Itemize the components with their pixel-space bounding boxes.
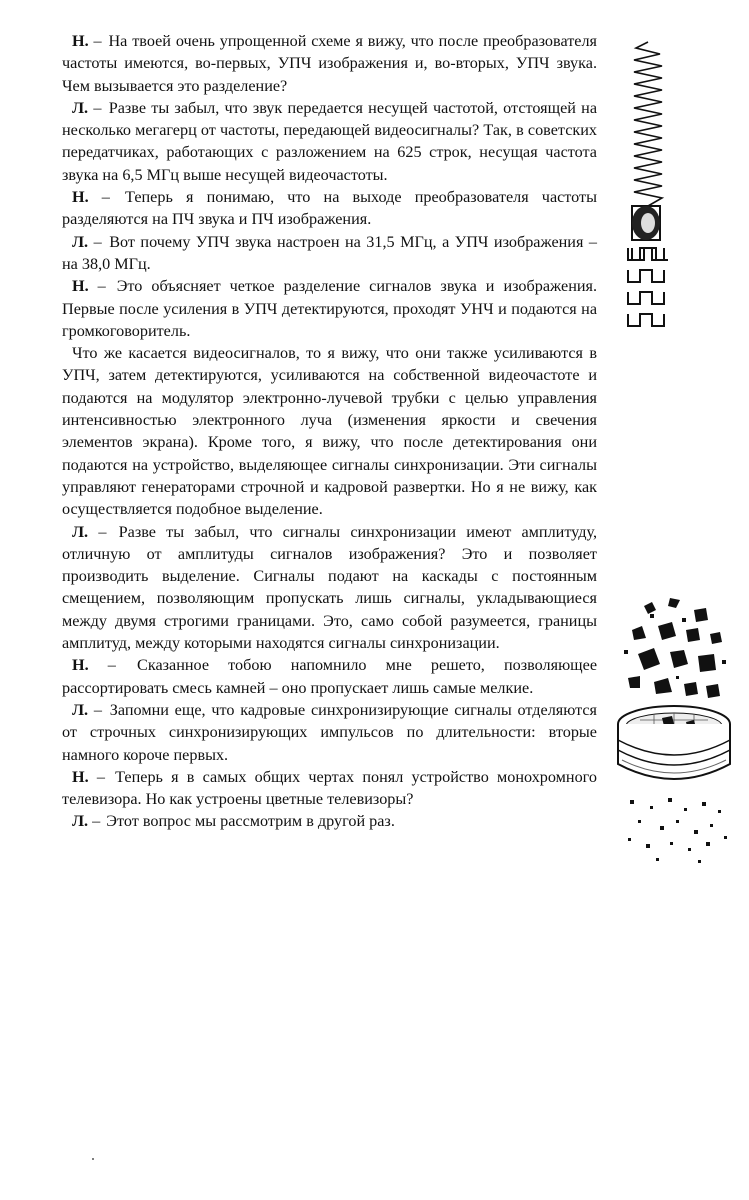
- speaker-label: Н.: [72, 767, 89, 786]
- paragraph-text: Теперь я в самых общих чертах понял устройство монохромного телевизора. Но как устроены цветные телевизоры?: [62, 767, 597, 809]
- paragraph-5: Н. – Это объясняет четкое разделение сигналов звука и изображения. Первые после усиления в УПЧ детектируются, проходят УНЧ и подаются на громкоговоритель.: [62, 277, 598, 340]
- speaker-label: Н.: [72, 188, 89, 207]
- paragraph-text: Сказанное тобою напомнило мне решето, позволяющее рассортировать смесь камней – оно пропускает лишь самые мелкие.: [62, 656, 598, 697]
- speaker-label: Л.: [72, 700, 89, 719]
- coil-waveform-illustration: [618, 34, 678, 334]
- print-speck: [92, 1158, 94, 1160]
- paragraph-text: Теперь я понимаю, что на выходе преобразователя частоты разделяются на ПЧ звука и ПЧ изображения.: [62, 188, 598, 229]
- paragraph-11: Л. – Этот вопрос мы рассмотрим в другой раз.: [72, 812, 395, 831]
- paragraph-text: Разве ты забыл, что сигналы синхронизации имеют амплитуду, отличную от амплитуды сигналов изображения? Это и позволяет производить выделение. Сигналы подают на каскады с постоянным смещением, позволяющим пропускать лишь сигналы, укладывающиеся между двумя строгими границами. Это, само собой разумеется, границы амплитуд, между которыми находятся сигналы синхронизации.: [62, 522, 598, 653]
- paragraph-9: Л. – Запомни еще, что кадровые синхронизирующие сигналы отделяются от строчных синхронизирующих импульсов по длительности: вторые намного короче первых.: [62, 700, 598, 764]
- paragraph-text: Вот почему УПЧ звука настроен на 31,5 МГц, а УПЧ изображения – на 38,0 МГц.: [62, 232, 597, 273]
- dialogue-text: [62, 30, 597, 833]
- paragraph-4: Л. – Вот почему УПЧ звука настроен на 31,5 МГц, а УПЧ изображения – на 38,0 МГц.: [62, 232, 597, 273]
- paragraph-2: Л. – Разве ты забыл, что звук передается несущей частотой, отстоящей на несколько мегагерц от частоты, передающей видеосигналы? Так, в советских передатчиках, работающих с разложением на 625 строк, несущая частота звука на 6,5 МГц выше несущей видеочастоты.: [62, 98, 598, 184]
- speaker-label: Л.: [72, 522, 89, 541]
- paragraph-text: На твоей очень упрощенной схеме я вижу, что после преобразователя частоты имеются, во-первых, УПЧ изображения и, во-вторых, УПЧ звука. Чем вызывается это разделение?: [62, 32, 598, 95]
- paragraph-text: Этот вопрос мы рассмотрим в другой раз.: [106, 812, 395, 831]
- paragraph-8: Н. – Сказанное тобою напомнило мне решето, позволяющее рассортировать смесь камней – оно пропускает лишь самые мелкие.: [62, 656, 598, 697]
- speaker-label: Л.: [72, 812, 89, 831]
- speaker-label: Л.: [72, 232, 89, 251]
- speaker-label: Л.: [72, 98, 89, 117]
- paragraph-text: Это объясняет четкое разделение сигналов звука и изображения. Первые после усиления в УПЧ детектируются, проходят УНЧ и подаются на громкоговоритель.: [62, 277, 598, 340]
- speaker-label: Н.: [72, 277, 89, 296]
- paragraph-3: Н. – Теперь я понимаю, что на выходе преобразователя частоты разделяются на ПЧ звука и ПЧ изображения.: [62, 188, 598, 229]
- paragraph-7: Л. – Разве ты забыл, что сигналы синхронизации имеют амплитуду, отличную от амплитуды сигналов изображения? Это и позволяет производить выделение. Сигналы подают на каскады с постоянным смещением, позволяющим пропускать лишь сигналы, укладывающиеся между двумя строгими границами. Это, само собой разумеется, границы амплитуд, между которыми находятся сигналы синхронизации.: [62, 522, 598, 653]
- paragraph-text: Что же касается видеосигналов, то я вижу, что они также усиливаются в УПЧ, затем детектируются, усиливаются на собственной видеочастоте и подаются на модулятор электронно-лучевой трубки с целью управления интенсивностью электронного луча (изменения яркости и свечения элементов экрана). Кроме того, я вижу, что после детектирования они подаются на устройство, выделяющее сигналы синхронизации. Эти сигналы управляют генераторами строчной и кадровой развертки. Но я не вижу, как осуществляется подобное выделение.: [62, 344, 597, 519]
- paragraph-text: Разве ты забыл, что звук передается несущей частотой, отстоящей на несколько мегагерц от частоты, передающей видеосигналы? Так, в советских передатчиках, работающих с разложением на 625 строк, несущая частота звука на 6,5 МГц выше несущей видеочастоты.: [62, 98, 598, 184]
- paragraph-1: Н. – На твоей очень упрощенной схеме я вижу, что после преобразователя частоты имеются, во-первых, УПЧ изображения и, во-вторых, УПЧ звука. Чем вызывается это разделение?: [62, 32, 598, 95]
- speaker-label: Н.: [72, 32, 89, 50]
- paragraph-6: [62, 342, 597, 520]
- speaker-label: Н.: [72, 656, 89, 675]
- paragraph-text: Запомни еще, что кадровые синхронизирующие сигналы отделяются от строчных синхронизирующих импульсов по длительности: вторые намного короче первых.: [62, 700, 598, 764]
- paragraph-10: Н. – Теперь я в самых общих чертах понял устройство монохромного телевизора. Но как устроены цветные телевизоры?: [62, 767, 597, 809]
- sieve-with-stones-illustration: [610, 590, 738, 870]
